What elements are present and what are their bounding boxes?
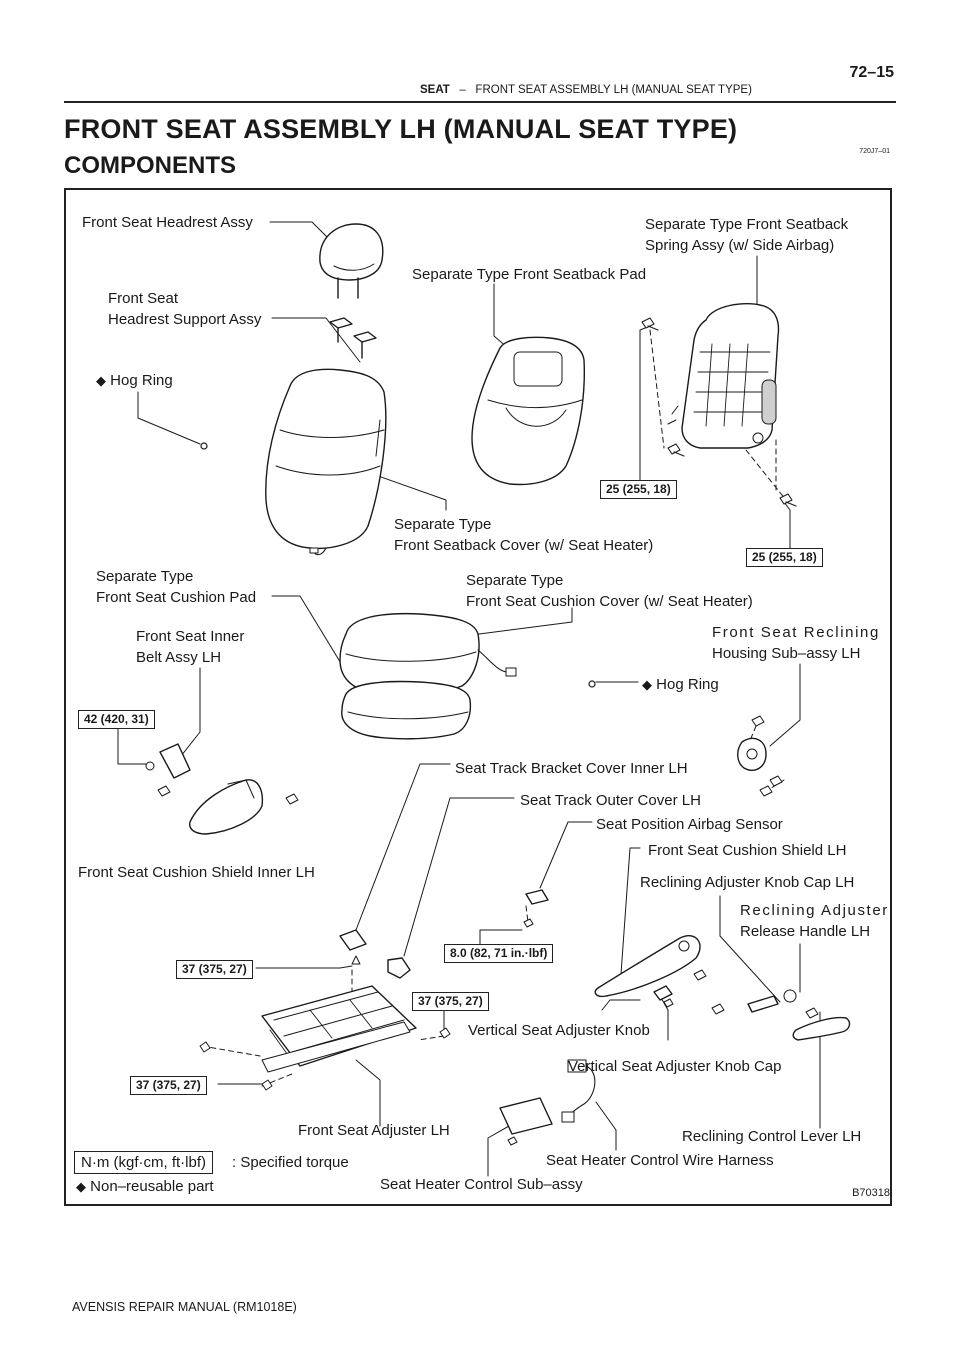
- label-reclining-housing-2: Housing Sub–assy LH: [712, 645, 861, 662]
- track-outer-cover-icon: [388, 958, 410, 978]
- release-handle-icon: [748, 990, 818, 1018]
- label-reclining-housing-1: Front Seat Reclining: [712, 624, 880, 641]
- nonreusable-icon: ◆: [76, 1179, 86, 1194]
- hog-ring-text: Hog Ring: [656, 676, 719, 693]
- inner-belt-icon: [146, 744, 190, 796]
- seatback-spring-frame-icon: [668, 304, 778, 448]
- track-bracket-cover-icon: [340, 930, 366, 950]
- label-cushion-shield: Front Seat Cushion Shield LH: [648, 842, 847, 859]
- label-knob-cap: Reclining Adjuster Knob Cap LH: [640, 874, 855, 891]
- label-cushion-pad-1: Separate Type: [96, 568, 194, 585]
- subsection-name: FRONT SEAT ASSEMBLY LH (MANUAL SEAT TYPE): [475, 84, 752, 96]
- label-release-handle-1: Reclining Adjuster: [740, 902, 889, 919]
- label-position-sensor: Seat Position Airbag Sensor: [596, 816, 783, 833]
- label-cushion-pad-2: Front Seat Cushion Pad: [96, 589, 257, 606]
- hog-ring-icon: [201, 443, 207, 449]
- label-headrest-support-1: Front Seat: [108, 290, 179, 307]
- footer-manual: AVENSIS REPAIR MANUAL (RM1018E): [72, 1300, 297, 1314]
- torque-spring-upper: 25 (255, 18): [600, 480, 677, 499]
- label-hog-ring-mid: [642, 674, 719, 695]
- torque-adjuster-c: 37 (375, 27): [130, 1076, 207, 1095]
- label-vertical-knob-cap: Vertical Seat Adjuster Knob Cap: [568, 1058, 782, 1075]
- label-inner-belt-2: Belt Assy LH: [136, 649, 222, 666]
- seatback-pad-icon: [472, 337, 584, 484]
- torque-spring-lower: 25 (255, 18): [746, 548, 823, 567]
- reclining-lever-icon: [793, 1018, 849, 1040]
- page-title: FRONT SEAT ASSEMBLY LH (MANUAL SEAT TYPE): [64, 114, 738, 144]
- label-seatback-cover-1: Separate Type: [394, 516, 492, 533]
- label-seat-adjuster: Front Seat Adjuster LH: [298, 1122, 450, 1139]
- label-inner-belt-1: Front Seat Inner: [136, 628, 245, 645]
- section-name: SEAT: [420, 84, 450, 96]
- label-cushion-cover-1: Separate Type: [466, 572, 564, 589]
- hog-ring-icon: [589, 681, 595, 687]
- legend-torque-desc: : Specified torque: [232, 1154, 349, 1171]
- headrest-support-icon: [330, 318, 376, 358]
- label-seatback-pad: Separate Type Front Seatback Pad: [412, 266, 647, 283]
- label-heater-control: Seat Heater Control Sub–assy: [380, 1176, 583, 1193]
- torque-adjuster-a: 37 (375, 27): [176, 960, 253, 979]
- label-vertical-knob: Vertical Seat Adjuster Knob: [468, 1022, 650, 1039]
- hog-ring-text: Hog Ring: [110, 372, 173, 389]
- label-seatback-spring-1: Separate Type Front Seatback: [645, 216, 849, 233]
- legend-nonreusable: [76, 1176, 214, 1197]
- label-seatback-cover-2: Front Seatback Cover (w/ Seat Heater): [394, 537, 654, 554]
- vertical-knob-icon: [654, 986, 672, 1000]
- torque-belt: 42 (420, 31): [78, 710, 155, 729]
- document-code: 720J7–01: [859, 148, 890, 155]
- label-headrest-support-2: Headrest Support Assy: [108, 311, 262, 328]
- label-seatback-spring-2: Spring Assy (w/ Side Airbag): [645, 237, 835, 254]
- seatback-cover-icon: [266, 369, 386, 554]
- legend-torque-unit: N·m (kgf·cm, ft·lbf): [74, 1151, 213, 1174]
- reclining-housing-icon: [738, 716, 782, 796]
- section-subtitle: COMPONENTS: [64, 152, 237, 179]
- cushion-shield-icon: [595, 936, 724, 1014]
- label-track-outer-cover: Seat Track Outer Cover LH: [520, 792, 701, 809]
- heater-control-icon: [500, 1098, 552, 1145]
- label-cushion-cover-2: Front Seat Cushion Cover (w/ Seat Heater): [466, 593, 753, 610]
- figure-id: B70318: [852, 1187, 890, 1199]
- label-reclining-lever: Reclining Control Lever LH: [682, 1128, 862, 1145]
- headrest-icon: [320, 224, 383, 298]
- label-hog-ring-top: [96, 370, 173, 391]
- torque-adjuster-b: 37 (375, 27): [412, 992, 489, 1011]
- legend-nonreusable-text: Non–reusable part: [90, 1178, 214, 1195]
- label-track-bracket-cover: Seat Track Bracket Cover Inner LH: [455, 760, 688, 777]
- label-release-handle-2: Release Handle LH: [740, 923, 871, 940]
- label-headrest: Front Seat Headrest Assy: [82, 214, 253, 231]
- position-sensor-icon: [524, 890, 548, 927]
- cushion-shield-inner-icon: [190, 780, 298, 834]
- torque-sensor: 8.0 (82, 71 in.·lbf): [444, 944, 553, 963]
- page-number: 72–15: [849, 64, 894, 81]
- section-dash: –: [459, 84, 466, 96]
- label-heater-harness: Seat Heater Control Wire Harness: [546, 1152, 774, 1169]
- seat-cushion-pad-icon: [342, 682, 471, 739]
- nonreusable-icon: ◆: [642, 677, 652, 692]
- label-cushion-shield-inner: Front Seat Cushion Shield Inner LH: [78, 864, 315, 881]
- nonreusable-icon: ◆: [96, 373, 106, 388]
